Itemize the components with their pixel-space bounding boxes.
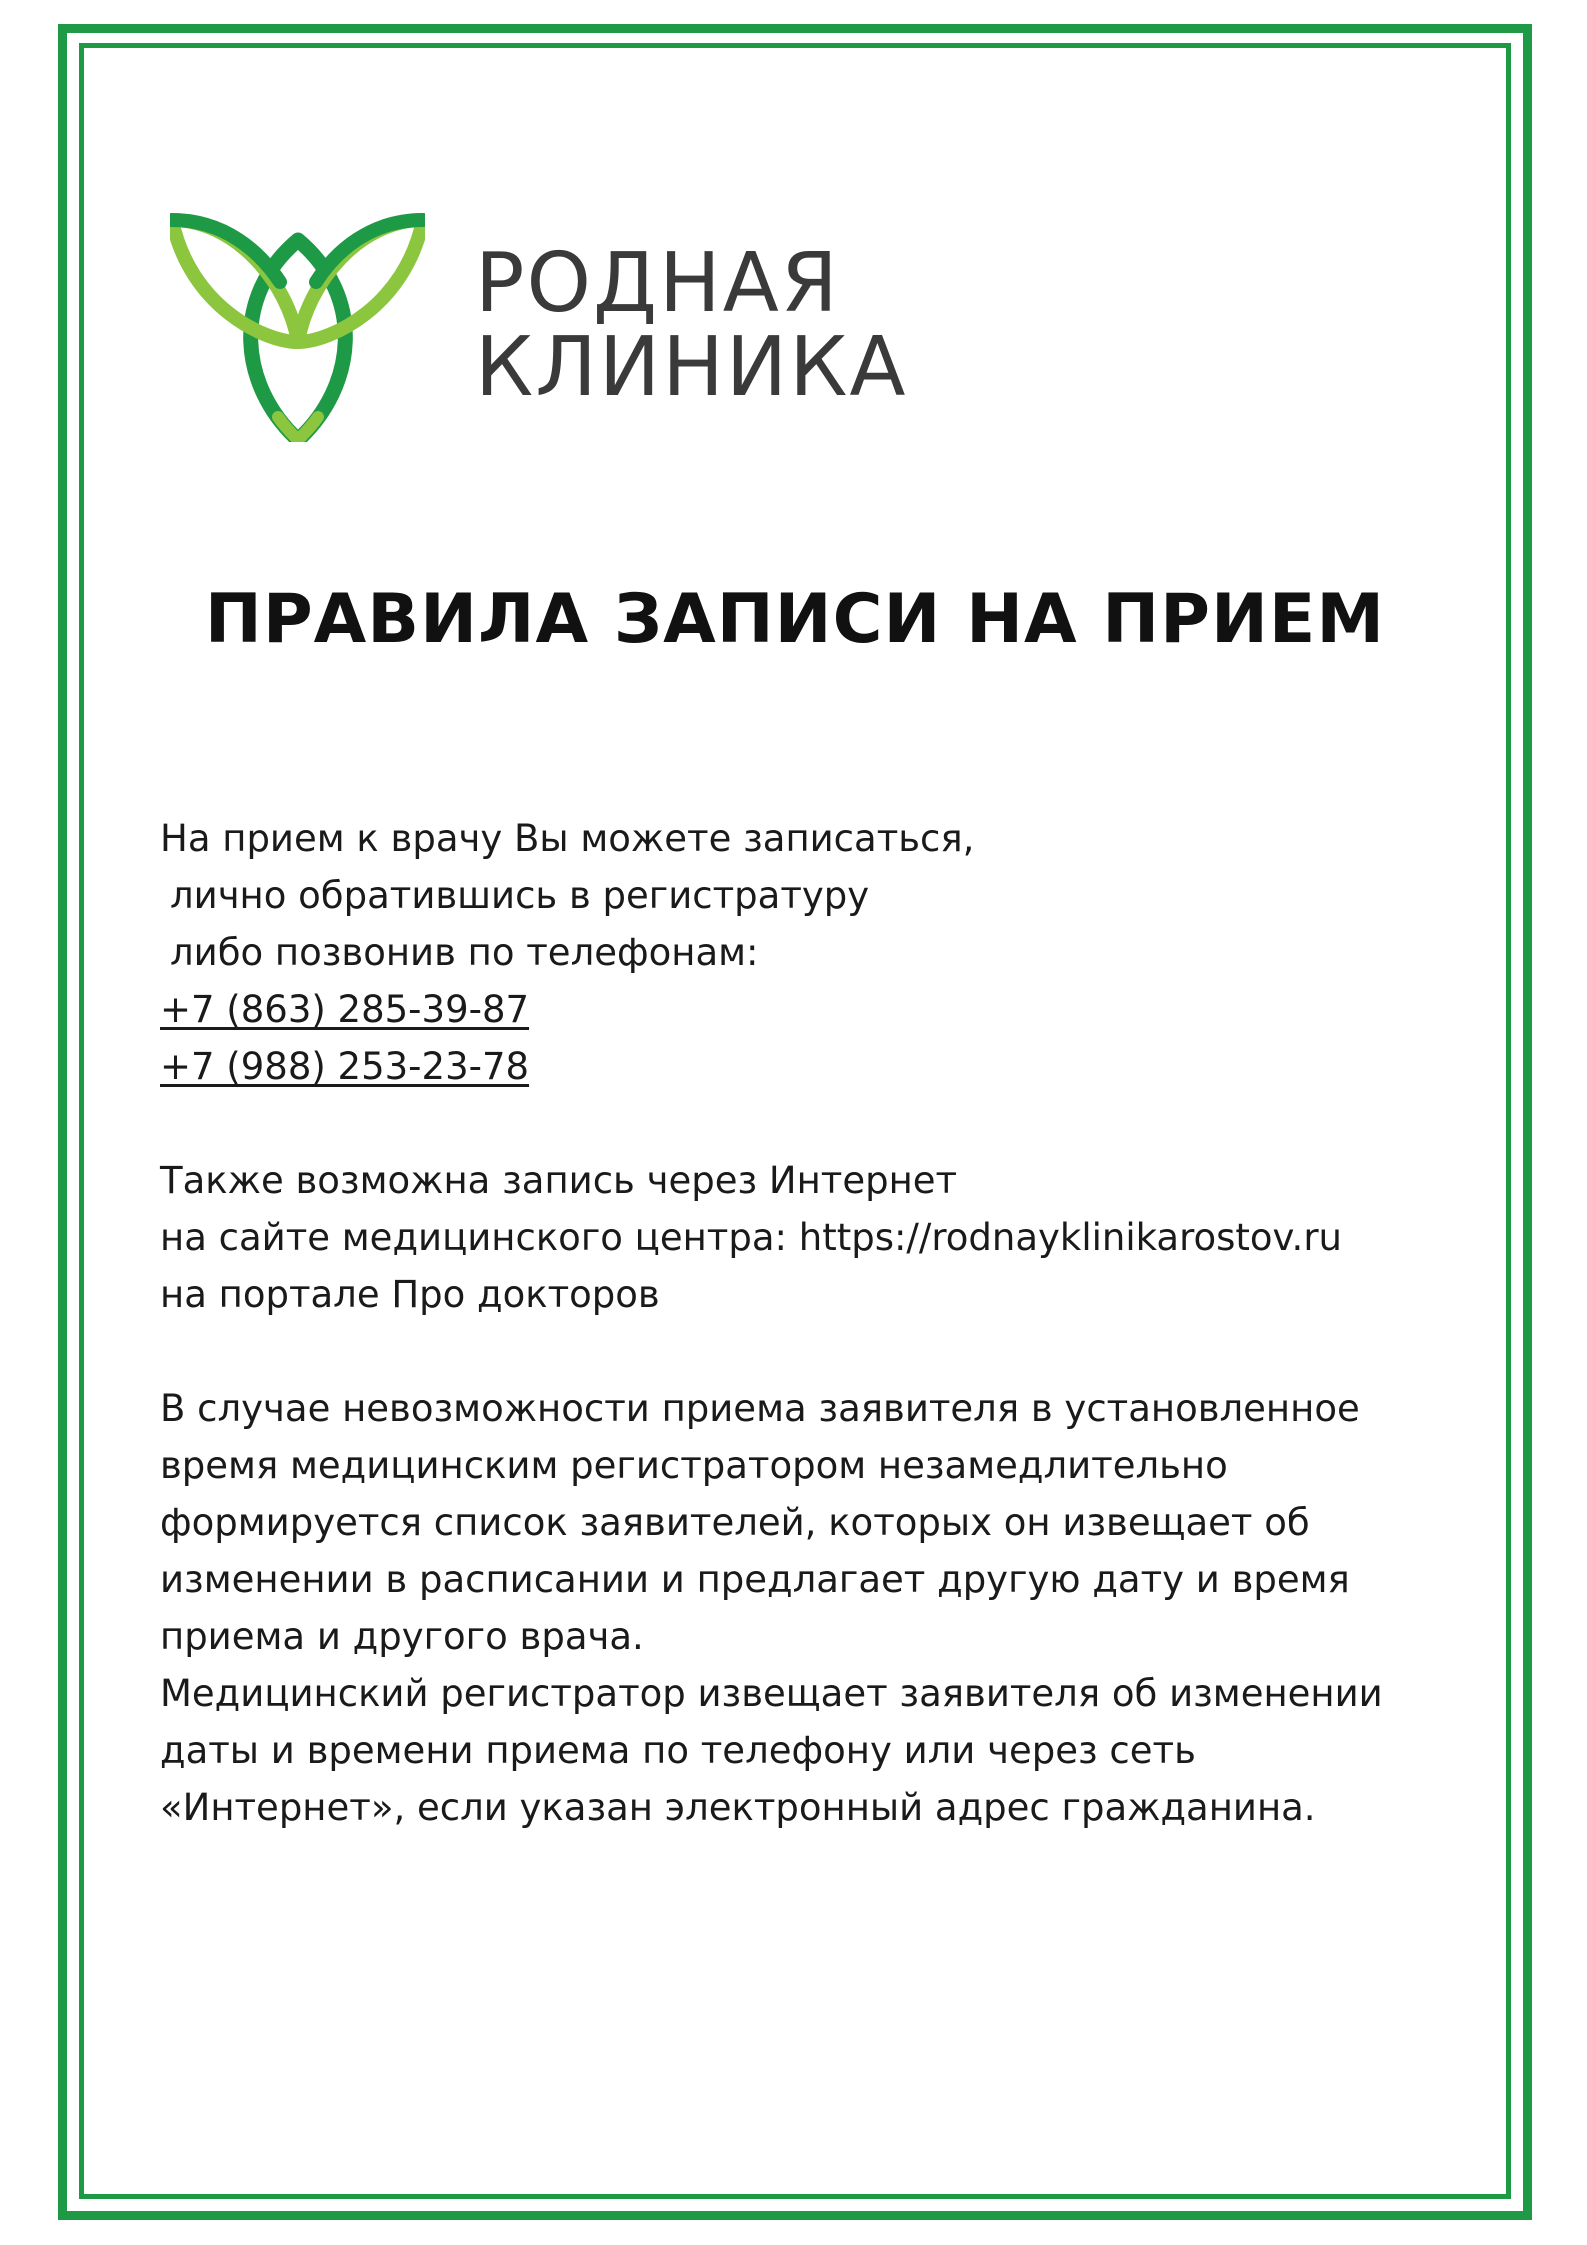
rules-body [160, 810, 1460, 1836]
section3-line: время медицинским регистратором незамедлительно [160, 1444, 1228, 1487]
section2-line1: Также возможна запись через Интернет [160, 1159, 958, 1202]
section3-line: изменении в расписании и предлагает другую дату и время [160, 1558, 1350, 1601]
trinity-leaf-logo-icon [170, 212, 425, 442]
section3-line: «Интернет», если указан электронный адрес гражданина. [160, 1786, 1316, 1829]
spacer [160, 1323, 1460, 1380]
section1-line3: либо позвонив по телефонам: [170, 931, 759, 974]
section3-line: приема и другого врача. [160, 1615, 644, 1658]
clinic-logo [170, 212, 960, 442]
clinic-name [475, 236, 908, 415]
phone-link-2[interactable]: +7 (988) 253-23-78 [160, 1045, 530, 1088]
section3-line: Медицинский регистратор извещает заявителя об изменении [160, 1672, 1383, 1715]
section3-line: даты и времени приема по телефону или через сеть [160, 1729, 1196, 1772]
section1-line1: На прием к врачу Вы можете записаться, [160, 817, 975, 860]
section3-line: формируется список заявителей, которых он извещает об [160, 1501, 1310, 1544]
clinic-name-line2: КЛИНИКА [475, 320, 908, 415]
section1-line2: лично обратившись в регистратуру [170, 874, 870, 917]
spacer [160, 1095, 1460, 1152]
section3-line: В случае невозможности приема заявителя в установленное [160, 1387, 1360, 1430]
section2-line2: на сайте медицинского центра: https://rodnayklinikarostov.ru [160, 1216, 1342, 1259]
section2-line3: на портале Про докторов [160, 1273, 660, 1316]
clinic-name-line1: РОДНАЯ [475, 236, 840, 331]
phone-link-1[interactable]: +7 (863) 285-39-87 [160, 988, 530, 1031]
page-title: ПРАВИЛА ЗАПИСИ НА ПРИЕМ [204, 580, 1386, 659]
